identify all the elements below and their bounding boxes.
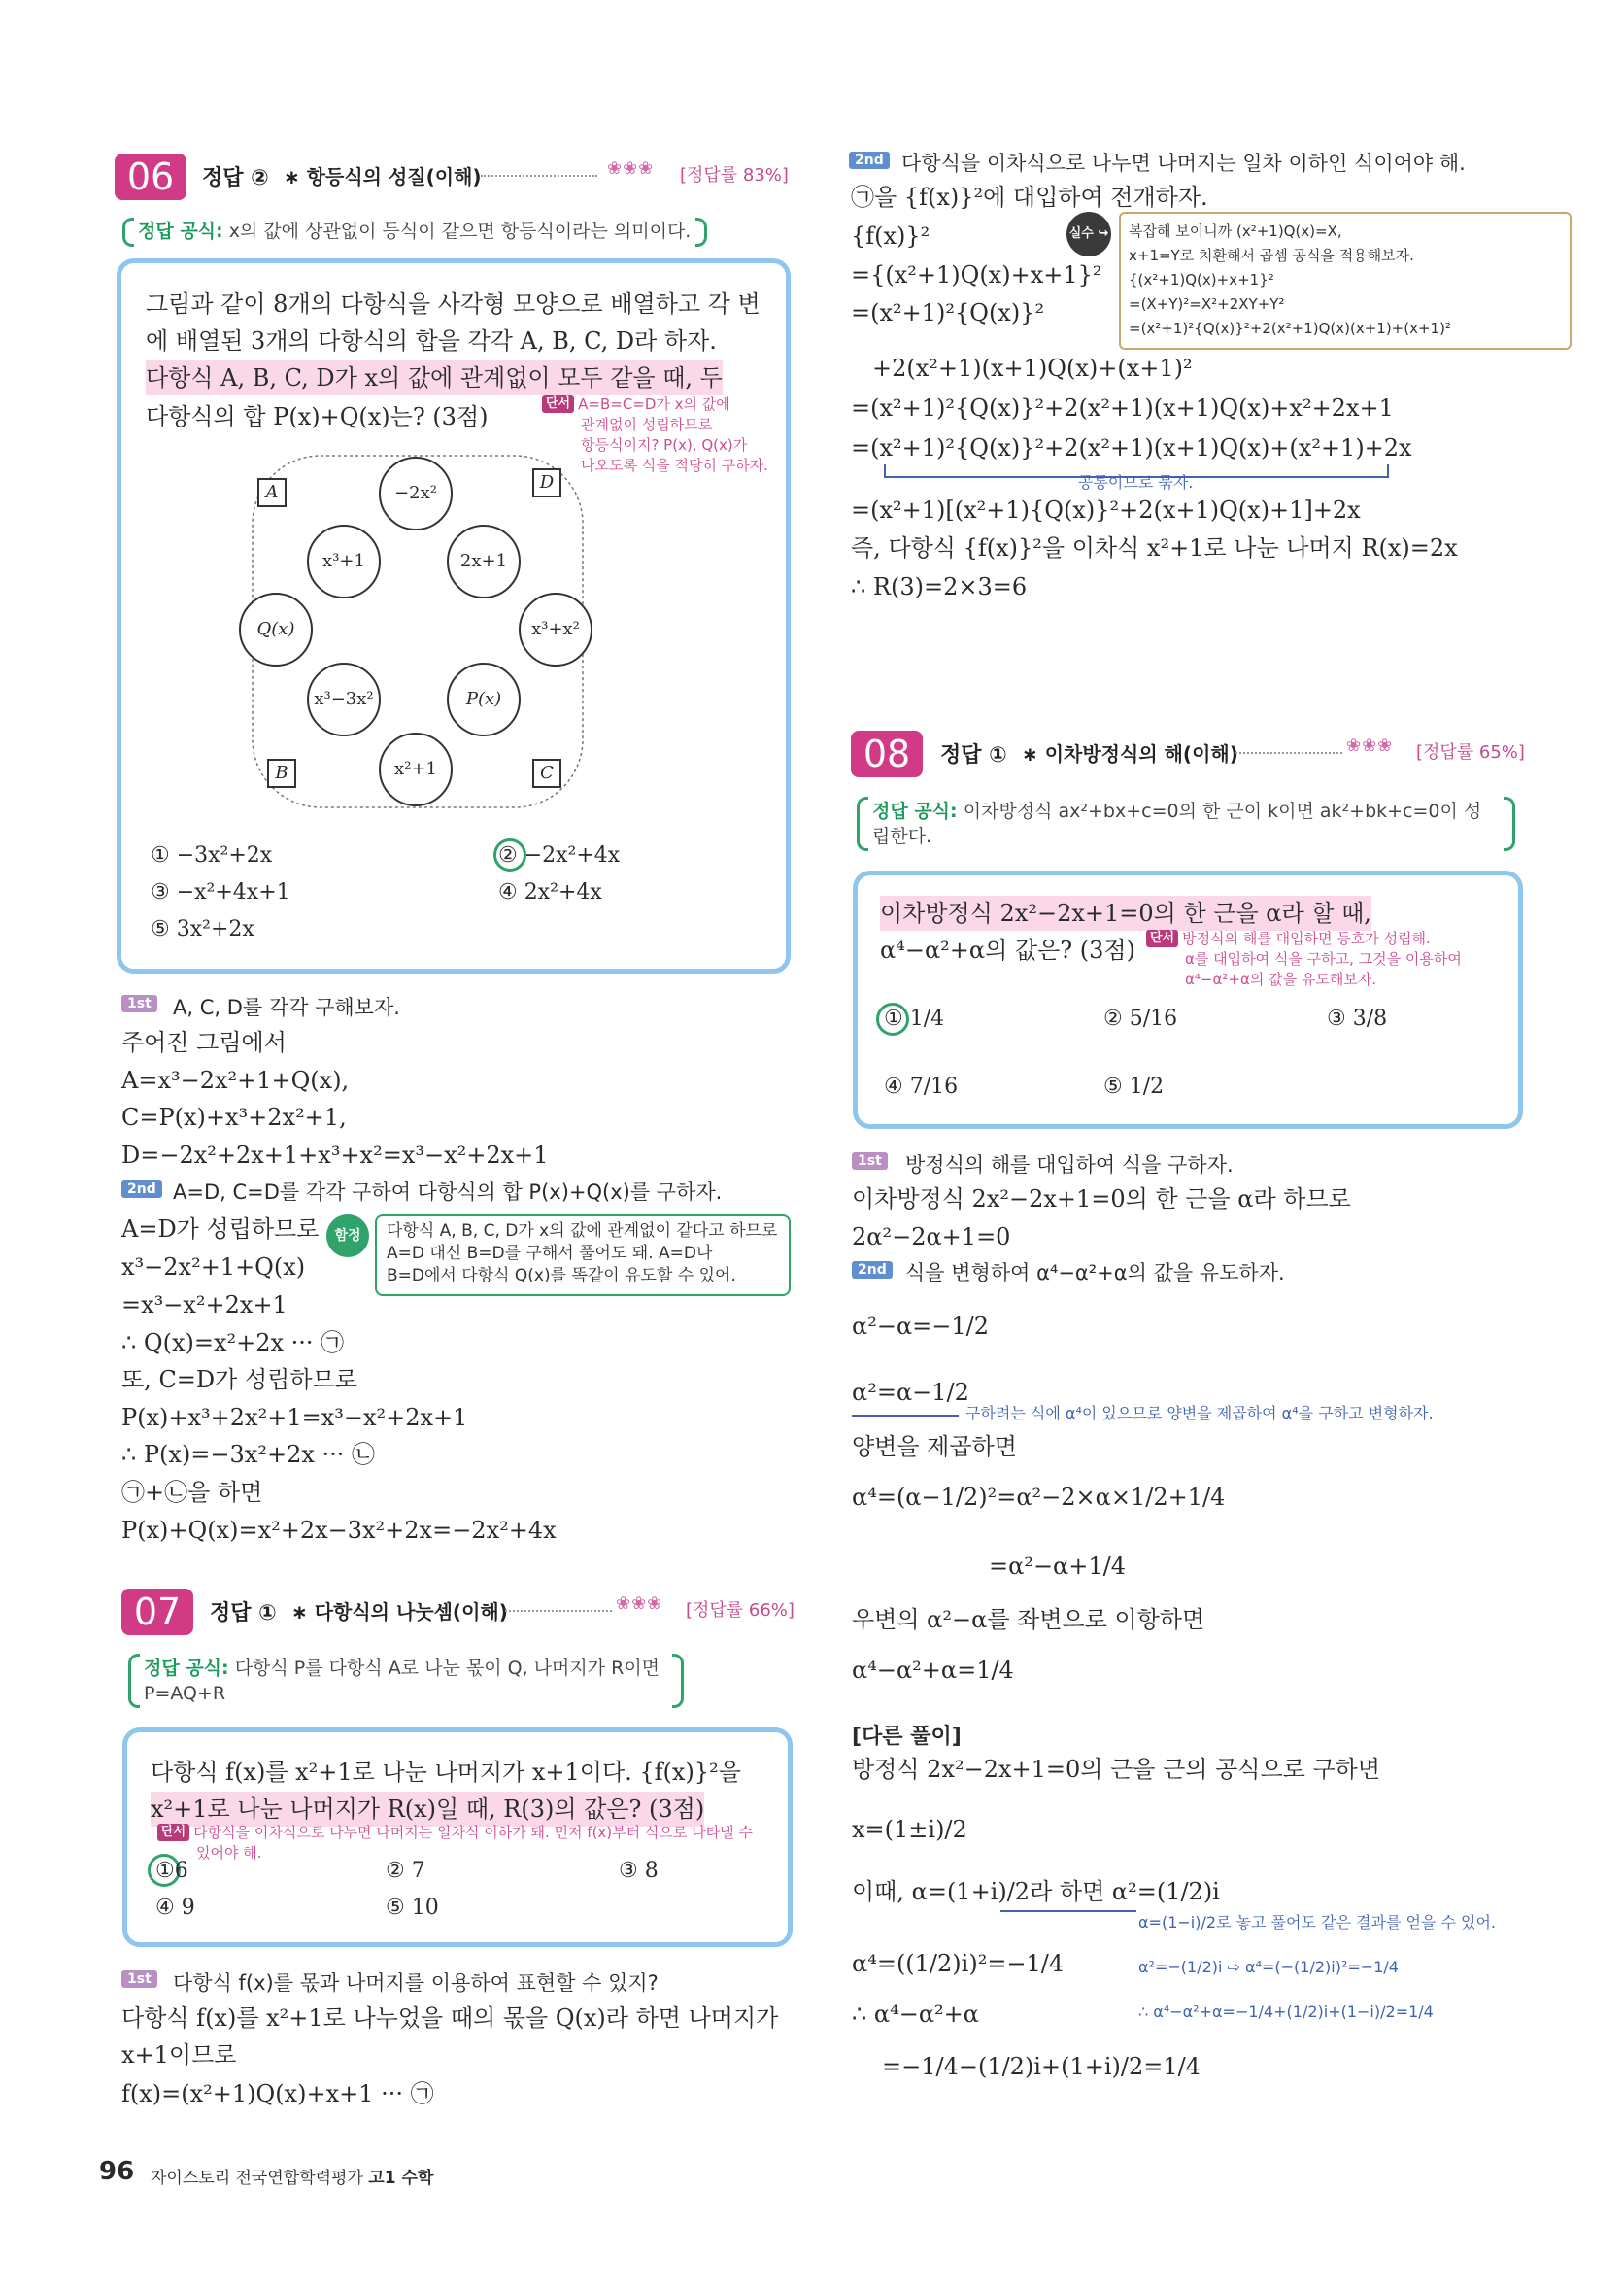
solution-line: 즉, 다항식 {f(x)}²을 이차식 x²+1로 나눈 나머지 R(x)=2x — [851, 534, 1458, 562]
formula-07: 정답 공식: 다항식 P를 다항식 A로 나눈 몫이 Q, 나머지가 R이면 P=AQ+R — [144, 1658, 660, 1704]
solution-line: ∴ Q(x)=x²+2x ··· ㉠ — [121, 1329, 345, 1356]
node: Q(x) — [239, 593, 313, 667]
solution-line: 또, C=D가 성립하므로 — [121, 1366, 357, 1393]
choice[interactable]: ③ 3/8 — [1327, 1007, 1388, 1031]
answer-06: 정답 ② — [202, 166, 269, 190]
choice[interactable]: ③ −x²+4x+1 — [151, 880, 290, 905]
hint-tag: 단서 — [157, 1824, 189, 1841]
choice-correct[interactable]: ① 1/4 — [884, 1007, 945, 1031]
formula-06: 정답 공식: x의 값에 상관없이 등식이 같으면 항등식이라는 의미이다. — [138, 221, 692, 242]
difficulty-flowers: ❀❀❀ — [607, 158, 655, 179]
node-top: −2x² — [379, 457, 453, 530]
alt-line: ∴ α⁴−α²+α — [852, 2000, 979, 2028]
step-1st: 1st — [121, 1970, 157, 1988]
step-2nd: 2nd — [852, 1261, 893, 1279]
solution-line: x³−2x²+1+Q(x) — [121, 1253, 306, 1281]
mistake-note: 복잡해 보이니까 (x²+1)Q(x)=X, x+1=Y로 치환해서 곱셈 공식을 적용해보자. {(x²+1)Q(x)+x+1}² =(X+Y)²=X²+2XY+Y² =(x²+1)²{Q(x)}²+2(x²+1)Q(x)(x+1)+(x+1)² — [1129, 222, 1451, 337]
solution-line: ㉠을 {f(x)}²에 대입하여 전개하자. — [851, 184, 1208, 211]
node: P(x) — [447, 663, 521, 736]
solution-line: =α²−α+1/4 — [989, 1553, 1126, 1580]
choice[interactable]: ② 5/16 — [1103, 1007, 1178, 1031]
solution-line: P(x)+Q(x)=x²+2x−3x²+2x=−2x²+4x — [121, 1517, 557, 1544]
solution-line: =(x²+1)²{Q(x)}²+2(x²+1)(x+1)Q(x)+(x²+1)+2x — [851, 434, 1412, 462]
choice[interactable]: ⑤ 10 — [386, 1896, 439, 1920]
solution-line: =x³−x²+2x+1 — [121, 1291, 288, 1318]
node-bottom: x²+1 — [379, 733, 453, 806]
solution-line: P(x)+x³+2x²+1=x³−x²+2x+1 — [121, 1404, 468, 1431]
alt-solution-title: [다른 풀이] — [852, 1725, 962, 1749]
node: 2x+1 — [447, 525, 521, 598]
choice[interactable]: ② 7 — [386, 1859, 425, 1883]
paren-left — [122, 218, 134, 247]
alt-line: =−1/4−(1/2)i+(1+i)/2=1/4 — [882, 2053, 1201, 2080]
alt-note: α=(1−i)/2로 놓고 풀어도 같은 결과를 얻을 수 있어. α²=−(1/2)i ⇨ α⁴=(−(1/2)i)²=−1/4 ∴ α⁴−α²+α=−1/4+(1/2)i+(1−i)/2=1/4 — [1138, 1913, 1497, 2021]
solution-line: =(x²+1)²{Q(x)}²+2(x²+1)(x+1)Q(x)+x²+2x+1 — [851, 394, 1394, 422]
alt-line: α⁴=((1/2)i)²=−1/4 — [852, 1950, 1065, 1977]
square-note: 구하려는 식에 α⁴이 있으므로 양변을 제곱하여 α⁴을 구하고 변형하자. — [965, 1404, 1434, 1422]
note-underline — [852, 1415, 959, 1417]
step-2nd: 2nd — [121, 1180, 162, 1198]
leader-dots — [1235, 752, 1342, 754]
solution-line: α⁴=(α−1/2)²=α²−2×α×1/2+1/4 — [852, 1484, 1226, 1511]
question-line: 다항식 f(x)를 x²+1로 나눈 나머지가 x+1이다. {f(x)}²을 — [151, 1759, 741, 1786]
hint-tag: 단서 — [542, 395, 574, 413]
step-1st: 1st — [852, 1152, 888, 1170]
paren-left — [128, 1654, 140, 1708]
paren-right — [1504, 797, 1515, 851]
question-line-highlight: 다항식 A, B, C, D가 x의 값에 관계없이 모두 같을 때, 두 — [146, 360, 723, 395]
note-arrow-line — [1000, 1910, 1136, 1912]
question-line: 그림과 같이 8개의 다항식을 사각형 모양으로 배열하고 각 변 — [146, 291, 761, 318]
topic-06: ∗ 항등식의 성질(이해) — [284, 165, 482, 188]
solution-line: D=−2x²+2x+1+x³+x²=x³−x²+2x+1 — [121, 1142, 549, 1169]
paren-left — [857, 797, 868, 851]
answer-07: 정답 ① — [210, 1601, 277, 1625]
trap-tag: 함정 — [326, 1214, 369, 1257]
solution-line: C=P(x)+x³+2x²+1, — [121, 1104, 347, 1131]
common-factor-note: 공통이므로 묶자. — [1078, 473, 1194, 492]
solution-line: α⁴−α²+α=1/4 — [852, 1657, 1014, 1684]
hint-07: 단서 다항식을 이차식으로 나누면 나머지는 일차식 이하가 돼. 먼저 f(x)부터 식으로 나타낼 수 있어야 해. — [157, 1823, 753, 1864]
solution-line: 우변의 α²−α를 좌변으로 이항하면 — [852, 1606, 1205, 1633]
step-text: A=D, C=D를 각각 구하여 다항식의 합 P(x)+Q(x)를 구하자. — [173, 1180, 723, 1204]
alt-line: 방정식 2x²−2x+1=0의 근을 근의 공식으로 구하면 — [852, 1756, 1381, 1783]
node: x³+1 — [307, 525, 381, 598]
solution-line: 주어진 그림에서 — [121, 1029, 287, 1056]
choice-correct[interactable]: ② −2x²+4x — [498, 843, 621, 868]
step-text: A, C, D를 각각 구해보자. — [173, 996, 400, 1019]
question-line-highlight: x²+1로 나눈 나머지가 R(x)일 때, R(3)의 값은? (3점) — [151, 1792, 704, 1827]
solution-line: A=D가 성립하므로 — [121, 1215, 320, 1243]
solution-line: 다항식 f(x)를 x²+1로 나누었을 때의 몫을 Q(x)라 하면 나머지가 — [121, 2004, 779, 2032]
choice[interactable]: ⑤ 1/2 — [1103, 1075, 1165, 1099]
book-title: 자이스토리 전국연합학력평가 고1 수학 — [151, 2169, 434, 2188]
solution-line: α²=α−1/2 — [852, 1379, 969, 1406]
solution-line: 양변을 제곱하면 — [852, 1433, 1017, 1460]
trap-note: 다항식 A, B, C, D가 x의 값에 관계없이 같다고 하므로 A=D 대신 B=D를 구해서 풀어도 돼. A=D나 B=D에서 다항식 Q(x)를 똑같이 유도할 수 있어. — [387, 1221, 778, 1285]
question-line: 다항식의 합 P(x)+Q(x)는? (3점) — [146, 403, 489, 430]
choice[interactable]: ④ 2x²+4x — [498, 880, 602, 905]
corner-A: A — [257, 478, 287, 507]
alt-line: x=(1±i)/2 — [852, 1816, 967, 1843]
paren-right — [695, 218, 707, 247]
choice[interactable]: ④ 9 — [155, 1896, 195, 1920]
problem-number-07: 07 — [121, 1589, 193, 1635]
corner-C: C — [532, 759, 561, 788]
solution-line: +2(x²+1)(x+1)Q(x)+(x+1)² — [872, 355, 1193, 382]
answer-08: 정답 ① — [940, 743, 1007, 768]
solution-line: x+1이므로 — [121, 2041, 237, 2069]
page-number: 96 — [99, 2157, 135, 2186]
question-line: α⁴−α²+α의 값은? (3점) — [880, 937, 1135, 964]
node: x³−3x² — [307, 663, 381, 736]
rate-07: [정답률 66%] — [686, 1600, 795, 1621]
choice[interactable]: ③ 8 — [619, 1859, 659, 1883]
choice[interactable]: ⑤ 3x²+2x — [151, 917, 254, 941]
hint-08: 단서 방정식의 해를 대입하면 등호가 성립해. α를 대입하여 식을 구하고, 그것을 이용하여 α⁴−α²+α의 값을 유도해보자. — [1146, 929, 1462, 990]
hint-tag: 단서 — [1146, 930, 1178, 947]
leader-dots — [505, 1610, 612, 1612]
solution-line: 2α²−2α+1=0 — [852, 1223, 1011, 1250]
solution-line: A=x³−2x²+1+Q(x), — [121, 1067, 350, 1094]
difficulty-flowers: ❀❀❀ — [1346, 735, 1394, 756]
problem-number-06: 06 — [115, 154, 186, 200]
solution-line: 이차방정식 2x²−2x+1=0의 한 근을 α라 하므로 — [852, 1185, 1351, 1213]
alt-line: 이때, α=(1+i)/2라 하면 α²=(1/2)i — [852, 1878, 1220, 1905]
solution-line: ={(x²+1)Q(x)+x+1}² — [851, 261, 1102, 289]
step-text: 다항식을 이차식으로 나누면 나머지는 일차 이하인 식이어야 해. — [901, 152, 1466, 175]
node: x³+x² — [519, 593, 592, 667]
rate-08: [정답률 65%] — [1416, 742, 1525, 763]
step-1st: 1st — [121, 995, 157, 1012]
problem-number-08: 08 — [851, 731, 923, 777]
corner-B: B — [267, 759, 296, 788]
topic-07: ∗ 다항식의 나눗셈(이해) — [291, 1600, 508, 1624]
solution-line: =(x²+1)[(x²+1){Q(x)}²+2(x+1)Q(x)+1]+2x — [851, 496, 1361, 524]
step-2nd: 2nd — [849, 152, 890, 169]
topic-08: ∗ 이차방정식의 해(이해) — [1022, 742, 1238, 766]
solution-line: =(x²+1)²{Q(x)}² — [851, 299, 1045, 326]
step-text: 다항식 f(x)를 몫과 나머지를 이용하여 표현할 수 있지? — [173, 1971, 659, 1995]
hint-06: 단서 A=B=C=D가 x의 값에 관계없이 성립하므로 항등식이지? P(x), Q(x)가 나오도록 식을 적당히 구하자. — [542, 394, 768, 476]
solution-line: α²−α=−1/2 — [852, 1313, 989, 1340]
mistake-tag: 실수 ↪ — [1066, 212, 1111, 256]
solution-line: ㉠+㉡을 하면 — [121, 1479, 263, 1506]
choice[interactable]: ① −3x²+2x — [151, 843, 273, 868]
choice-correct[interactable]: ①6 — [155, 1859, 188, 1883]
solution-line: ∴ P(x)=−3x²+2x ··· ㉡ — [121, 1441, 376, 1468]
solution-line: ∴ R(3)=2×3=6 — [851, 573, 1028, 600]
difficulty-flowers: ❀❀❀ — [616, 1593, 663, 1614]
choice[interactable]: ④ 7/16 — [884, 1075, 959, 1099]
question-line: 에 배열된 3개의 다항식의 합을 각각 A, B, C, D라 하자. — [146, 327, 717, 355]
rate-06: [정답률 83%] — [680, 165, 789, 186]
solution-line: f(x)=(x²+1)Q(x)+x+1 ··· ㉠ — [121, 2080, 434, 2107]
solution-line: {f(x)}² — [851, 222, 930, 250]
formula-08: 정답 공식: 이차방정식 ax²+bx+c=0의 한 근이 k이면 ak²+bk+c=0이 성 립한다. — [872, 801, 1482, 847]
step-text: 방정식의 해를 대입하여 식을 구하자. — [905, 1153, 1234, 1177]
step-text: 식을 변형하여 α⁴−α²+α의 값을 유도하자. — [905, 1261, 1285, 1284]
leader-dots — [481, 175, 597, 177]
corner-D: D — [532, 468, 561, 497]
paren-right — [672, 1654, 684, 1708]
question-line-highlight: 이차방정식 2x²−2x+1=0의 한 근을 α라 할 때, — [880, 896, 1371, 931]
